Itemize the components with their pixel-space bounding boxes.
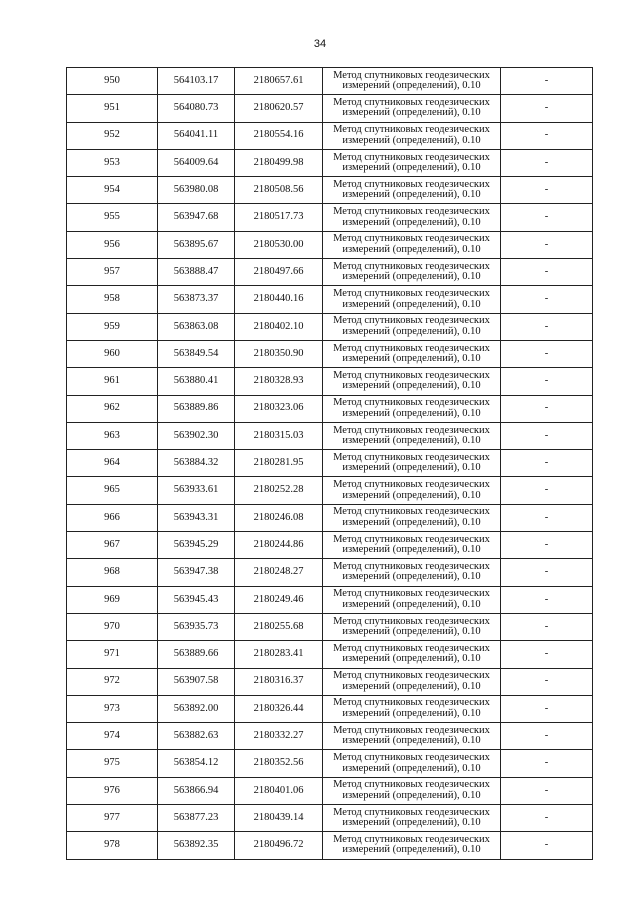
method-cell [323,777,501,804]
method-cell [323,231,501,258]
dash-cell: - [501,750,593,777]
x-coordinate-cell: 563892.00 [158,695,235,722]
y-coordinate-cell: 2180315.03 [235,422,323,449]
point-number-cell: 976 [67,777,158,804]
x-coordinate-cell: 563945.29 [158,532,235,559]
method-text-line2: измерений (определений), 0.10 [342,80,481,92]
table-row [67,613,593,640]
x-coordinate-cell: 563892.35 [158,832,235,859]
method-text-line1: Метод спутниковых геодезических [333,315,490,327]
point-number-cell: 965 [67,477,158,504]
x-coordinate-cell: 564080.73 [158,95,235,122]
point-number-cell: 956 [67,231,158,258]
dash-cell: - [501,777,593,804]
method-text-line1: Метод спутниковых геодезических [333,670,490,682]
point-number-cell: 952 [67,122,158,149]
method-cell [323,832,501,859]
x-coordinate-cell: 563888.47 [158,259,235,286]
y-coordinate-cell: 2180439.14 [235,805,323,832]
method-text-line2: измерений (определений), 0.10 [342,844,481,856]
method-cell [323,259,501,286]
table-row [67,586,593,613]
method-text-line1: Метод спутниковых геодезических [333,724,490,736]
y-coordinate-cell: 2180499.98 [235,149,323,176]
table-row [67,477,593,504]
point-number-cell: 960 [67,340,158,367]
dash-cell: - [501,532,593,559]
y-coordinate-cell: 2180620.57 [235,95,323,122]
y-coordinate-cell: 2180244.86 [235,532,323,559]
point-number-cell: 957 [67,259,158,286]
method-cell [323,122,501,149]
method-text-line1: Метод спутниковых геодезических [333,260,490,272]
dash-cell: - [501,668,593,695]
method-text-line2: измерений (определений), 0.10 [342,735,481,747]
y-coordinate-cell: 2180283.41 [235,641,323,668]
dash-cell: - [501,723,593,750]
method-cell [323,805,501,832]
x-coordinate-cell: 563849.54 [158,340,235,367]
point-number-cell: 967 [67,532,158,559]
y-coordinate-cell: 2180248.27 [235,559,323,586]
method-text-line1: Метод спутниковых геодезических [333,533,490,545]
table-row [67,695,593,722]
point-number-cell: 978 [67,832,158,859]
table-row [67,340,593,367]
method-text-line2: измерений (определений), 0.10 [342,571,481,583]
dash-cell: - [501,68,593,95]
table-row [67,805,593,832]
y-coordinate-cell: 2180352.56 [235,750,323,777]
method-cell [323,668,501,695]
x-coordinate-cell: 564041.11 [158,122,235,149]
table-row [67,641,593,668]
x-coordinate-cell: 563866.94 [158,777,235,804]
table-row [67,204,593,231]
x-coordinate-cell: 563882.63 [158,723,235,750]
point-number-cell: 963 [67,422,158,449]
method-text-line2: измерений (определений), 0.10 [342,216,481,228]
y-coordinate-cell: 2180246.08 [235,504,323,531]
method-text-line2: измерений (определений), 0.10 [342,626,481,638]
method-text-line1: Метод спутниковых геодезических [333,397,490,409]
method-cell [323,368,501,395]
y-coordinate-cell: 2180517.73 [235,204,323,231]
x-coordinate-cell: 563945.43 [158,586,235,613]
method-cell [323,286,501,313]
method-text-line1: Метод спутниковых геодезических [333,451,490,463]
method-cell [323,95,501,122]
method-cell [323,477,501,504]
y-coordinate-cell: 2180530.00 [235,231,323,258]
y-coordinate-cell: 2180496.72 [235,832,323,859]
table-row [67,532,593,559]
method-text-line2: измерений (определений), 0.10 [342,380,481,392]
y-coordinate-cell: 2180281.95 [235,450,323,477]
y-coordinate-cell: 2180316.37 [235,668,323,695]
table-row [67,450,593,477]
method-text-line2: измерений (определений), 0.10 [342,707,481,719]
method-cell [323,422,501,449]
x-coordinate-cell: 563933.61 [158,477,235,504]
dash-cell: - [501,395,593,422]
point-number-cell: 969 [67,586,158,613]
x-coordinate-cell: 563895.67 [158,231,235,258]
method-cell [323,177,501,204]
point-number-cell: 955 [67,204,158,231]
y-coordinate-cell: 2180252.28 [235,477,323,504]
dash-cell: - [501,177,593,204]
method-cell [323,68,501,95]
table-row [67,395,593,422]
x-coordinate-cell: 563902.30 [158,422,235,449]
point-number-cell: 966 [67,504,158,531]
x-coordinate-cell: 563947.68 [158,204,235,231]
y-coordinate-cell: 2180249.46 [235,586,323,613]
dash-cell: - [501,122,593,149]
dash-cell: - [501,832,593,859]
dash-cell: - [501,559,593,586]
point-number-cell: 964 [67,450,158,477]
point-number-cell: 951 [67,95,158,122]
x-coordinate-cell: 563880.41 [158,368,235,395]
point-number-cell: 958 [67,286,158,313]
point-number-cell: 974 [67,723,158,750]
point-number-cell: 975 [67,750,158,777]
method-cell [323,641,501,668]
dash-cell: - [501,286,593,313]
method-text-line1: Метод спутниковых геодезических [333,151,490,163]
method-cell [323,504,501,531]
method-cell [323,695,501,722]
table-row [67,504,593,531]
point-number-cell: 954 [67,177,158,204]
y-coordinate-cell: 2180328.93 [235,368,323,395]
method-text-line2: измерений (определений), 0.10 [342,134,481,146]
method-text-line1: Метод спутниковых геодезических [333,560,490,572]
point-number-cell: 950 [67,68,158,95]
y-coordinate-cell: 2180508.56 [235,177,323,204]
method-cell [323,532,501,559]
dash-cell: - [501,340,593,367]
method-text-line2: измерений (определений), 0.10 [342,462,481,474]
method-text-line1: Метод спутниковых геодезических [333,233,490,245]
dash-cell: - [501,231,593,258]
table-row [67,832,593,859]
method-text-line2: измерений (определений), 0.10 [342,789,481,801]
table-row [67,668,593,695]
table-row [67,723,593,750]
x-coordinate-cell: 564009.64 [158,149,235,176]
method-text-line2: измерений (определений), 0.10 [342,353,481,365]
method-cell [323,559,501,586]
method-cell [323,313,501,340]
y-coordinate-cell: 2180554.16 [235,122,323,149]
method-text-line2: измерений (определений), 0.10 [342,680,481,692]
method-text-line2: измерений (определений), 0.10 [342,544,481,556]
y-coordinate-cell: 2180497.66 [235,259,323,286]
method-cell [323,204,501,231]
dash-cell: - [501,368,593,395]
method-cell [323,450,501,477]
method-text-line2: измерений (определений), 0.10 [342,598,481,610]
method-text-line1: Метод спутниковых геодезических [333,342,490,354]
dash-cell: - [501,613,593,640]
method-text-line1: Метод спутниковых геодезических [333,752,490,764]
x-coordinate-cell: 563943.31 [158,504,235,531]
method-text-line2: измерений (определений), 0.10 [342,271,481,283]
method-text-line2: измерений (определений), 0.10 [342,435,481,446]
point-number-cell: 959 [67,313,158,340]
method-text-line1: Метод спутниковых геодезических [333,779,490,791]
dash-cell: - [501,586,593,613]
y-coordinate-cell: 2180401.06 [235,777,323,804]
point-number-cell: 973 [67,695,158,722]
method-cell [323,613,501,640]
table-row [67,750,593,777]
x-coordinate-cell: 563877.23 [158,805,235,832]
method-text-line1: Метод спутниковых геодезических [333,806,490,818]
method-cell [323,586,501,613]
dash-cell: - [501,695,593,722]
method-cell [323,149,501,176]
method-cell [323,340,501,367]
x-coordinate-cell: 563884.32 [158,450,235,477]
coordinates-table [66,67,593,860]
method-text-line2: измерений (определений), 0.10 [342,325,481,337]
dash-cell: - [501,422,593,449]
method-text-line1: Метод спутниковых геодезических [333,642,490,654]
y-coordinate-cell: 2180440.16 [235,286,323,313]
x-coordinate-cell: 563889.86 [158,395,235,422]
dash-cell: - [501,477,593,504]
method-text-line1: Метод спутниковых геодезических [333,588,490,600]
method-text-line2: измерений (определений), 0.10 [342,489,481,501]
dash-cell: - [501,805,593,832]
dash-cell: - [501,641,593,668]
y-coordinate-cell: 2180402.10 [235,313,323,340]
method-text-line2: измерений (определений), 0.10 [342,189,481,201]
method-text-line1: Метод спутниковых геодезических [333,833,490,845]
method-text-line1: Метод спутниковых геодезических [333,697,490,709]
dash-cell: - [501,450,593,477]
point-number-cell: 970 [67,613,158,640]
method-text-line1: Метод спутниковых геодезических [333,206,490,218]
dash-cell: - [501,95,593,122]
table-row [67,177,593,204]
x-coordinate-cell: 563980.08 [158,177,235,204]
method-text-line1: Метод спутниковых геодезических [333,424,490,436]
table-row [67,422,593,449]
point-number-cell: 968 [67,559,158,586]
method-cell [323,750,501,777]
point-number-cell: 962 [67,395,158,422]
point-number-cell: 971 [67,641,158,668]
method-text-line1: Метод спутниковых геодезических [333,96,490,108]
method-text-line2: измерений (определений), 0.10 [342,516,481,528]
method-text-line2: измерений (определений), 0.10 [342,762,481,774]
y-coordinate-cell: 2180332.27 [235,723,323,750]
point-number-cell: 972 [67,668,158,695]
method-text-line1: Метод спутниковых геодезических [333,124,490,136]
x-coordinate-cell: 563873.37 [158,286,235,313]
page-number: 34 [313,38,327,50]
method-text-line2: измерений (определений), 0.10 [342,653,481,665]
table-row [67,231,593,258]
method-cell [323,395,501,422]
x-coordinate-cell: 563947.38 [158,559,235,586]
y-coordinate-cell: 2180350.90 [235,340,323,367]
method-text-line1: Метод спутниковых геодезических [333,288,490,300]
method-text-line1: Метод спутниковых геодезических [333,615,490,627]
method-text-line1: Метод спутниковых геодезических [333,369,490,381]
dash-cell: - [501,149,593,176]
table-row [67,259,593,286]
dash-cell: - [501,313,593,340]
method-text-line1: Метод спутниковых геодезических [333,479,490,491]
method-text-line1: Метод спутниковых геодезических [333,506,490,518]
x-coordinate-cell: 564103.17 [158,68,235,95]
dash-cell: - [501,259,593,286]
method-text-line2: измерений (определений), 0.10 [342,243,481,255]
x-coordinate-cell: 563854.12 [158,750,235,777]
y-coordinate-cell: 2180323.06 [235,395,323,422]
method-text-line2: измерений (определений), 0.10 [342,298,481,310]
table-row [67,777,593,804]
method-text-line1: Метод спутниковых геодезических [333,69,490,81]
table-row [67,286,593,313]
y-coordinate-cell: 2180657.61 [235,68,323,95]
x-coordinate-cell: 563935.73 [158,613,235,640]
point-number-cell: 977 [67,805,158,832]
point-number-cell: 961 [67,368,158,395]
method-text-line2: измерений (определений), 0.10 [342,407,481,419]
point-number-cell: 953 [67,149,158,176]
x-coordinate-cell: 563889.66 [158,641,235,668]
table-row [67,95,593,122]
table-row [67,313,593,340]
dash-cell: - [501,204,593,231]
dash-cell: - [501,504,593,531]
method-text-line2: измерений (определений), 0.10 [342,162,481,174]
x-coordinate-cell: 563907.58 [158,668,235,695]
x-coordinate-cell: 563863.08 [158,313,235,340]
method-text-line2: измерений (определений), 0.10 [342,817,481,829]
table-row [67,149,593,176]
method-cell [323,723,501,750]
method-text-line2: измерений (определений), 0.10 [342,107,481,119]
y-coordinate-cell: 2180255.68 [235,613,323,640]
table-row [67,368,593,395]
table-row [67,68,593,95]
table-row [67,559,593,586]
y-coordinate-cell: 2180326.44 [235,695,323,722]
table-row [67,122,593,149]
method-text-line1: Метод спутниковых геодезических [333,178,490,190]
coordinates-table-body [67,68,593,860]
